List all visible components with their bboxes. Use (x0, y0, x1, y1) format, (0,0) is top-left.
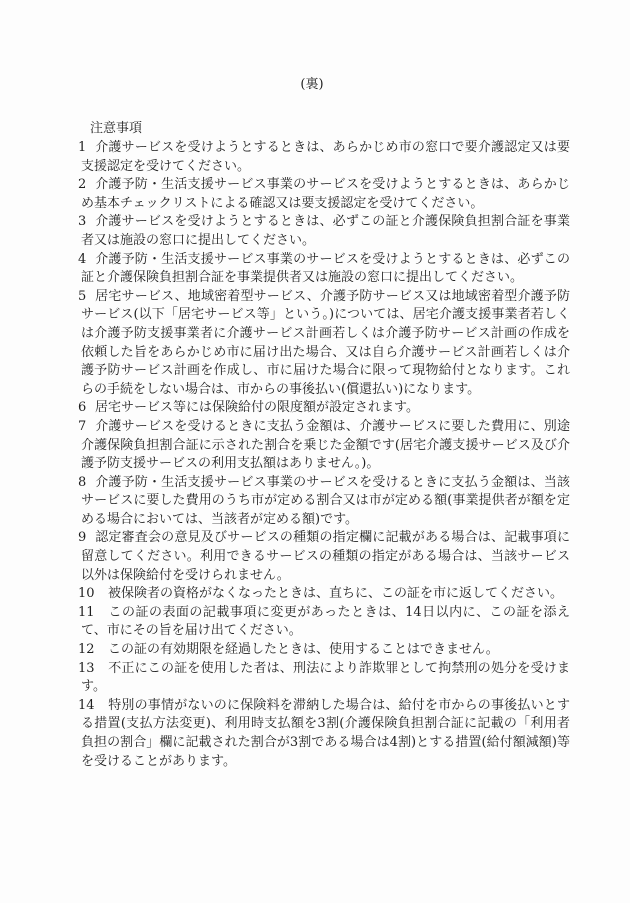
notice-item (78, 288, 570, 400)
notice-item-number: 13 (78, 660, 95, 676)
notice-list (0, 139, 570, 771)
notice-item (78, 139, 570, 176)
notice-item-number: 4 (78, 251, 87, 267)
notice-item (78, 585, 570, 604)
notice-item (78, 399, 570, 418)
notice-item-text: 被保険者の資格がなくなったときは、直ちに、この証を市に返してください。 (108, 586, 564, 602)
notice-item-number: 9 (78, 530, 87, 546)
notice-item (78, 474, 570, 530)
notice-item (78, 529, 570, 585)
notice-item-text: この証の表面の記載事項に変更があったときは、14日以内に、この証を添えて、市にその旨を届け出てください。 (81, 604, 570, 639)
notice-item-text: 不正にこの証を使用した者は、刑法により詐欺罪として拘禁刑の処分を受けます。 (81, 660, 570, 695)
notice-item (78, 251, 570, 288)
notice-heading: 注意事項 (90, 121, 143, 136)
notice-item-text: 居宅サービス等には保険給付の限度額が設定されます。 (95, 400, 419, 416)
notice-item-text: この証の有効期限を経過したときは、使用することはできません。 (108, 642, 499, 658)
notice-item (78, 660, 570, 697)
notice-item-number: 11 (78, 604, 95, 620)
notice-item-text: 特別の事情がないのに保険料を滞納した場合は、給付を市からの事後払いとする措置(支払方法変更)、利用時支払額を3割(介護保険負担割合証に記載の「利用者負担の割合」欄に記載された割合が3割である場合は4割)とする措置(給付額減額)等を受けることがあります。 (81, 697, 570, 769)
notice-item-text: 介護予防・生活支援サービス事業のサービスを受けようとするときは、あらかじめ基本チェックリストによる確認又は要支援認定を受けてください。 (81, 177, 570, 211)
notice-item-number: 5 (78, 288, 87, 304)
notice-item-text: 介護サービスを受けようとするときは、あらかじめ市の窓口で要介護認定又は要支援認定を受けてください。 (81, 140, 570, 174)
notice-item (78, 418, 570, 474)
notice-item-number: 12 (78, 642, 95, 658)
notice-item-text: 居宅サービス、地域密着型サービス、介護予防サービス又は地域密着型介護予防サービス(以下「居宅サービス等」という。)については、居宅介護支援事業者若しくは介護予防支援事業者に介護サービス計画若しくは介護予防サービス計画の作成を依頼した旨をあらかじめ市に届け出た場合、又は自ら介護サービス計画若しくは介護予防サービス計画を作成し、市に届けた場合に限って現物給付となります。これらの手続をしない場合は、市からの事後払い(償還払い)になります。 (81, 288, 570, 397)
notice-item (78, 641, 570, 660)
notice-item-text: 介護予防・生活支援サービス事業のサービスを受けようとするときは、必ずこの証と介護保険負担割合証を事業提供者又は施設の窓口に提出してください。 (81, 251, 570, 286)
notice-item-text: 認定審査会の意見及びサービスの種類の指定欄に記載がある場合は、記載事項に留意してください。利用できるサービスの種類の指定がある場合は、当該サービス以外は保険給付を受けられません。 (81, 530, 570, 583)
notice-item (78, 604, 570, 641)
notice-item-text: 介護予防・生活支援サービス事業のサービスを受けるときに支払う金額は、当該サービスに要した費用のうち市が定める割合又は市が定める額(事業提供者が額を定める場合においては、当該者が定める額)です。 (81, 474, 570, 527)
notice-item-number: 8 (78, 474, 87, 490)
notice-item-number: 2 (78, 177, 87, 193)
notice-item-number: 3 (78, 214, 87, 230)
page-side-label: (裏) (300, 77, 324, 92)
notice-item-number: 14 (78, 697, 95, 713)
notice-item (78, 697, 570, 771)
notice-item-text: 介護サービスを受けようとするときは、必ずこの証と介護保険負担割合証を事業者又は施設の窓口に提出してください。 (81, 214, 570, 248)
notice-item-number: 7 (78, 418, 87, 434)
notice-item-number: 6 (78, 400, 87, 416)
notice-item (78, 176, 570, 213)
notice-item (78, 213, 570, 250)
notice-item-text: 介護サービスを受けるときに支払う金額は、介護サービスに要した費用に、別途介護保険負担割合証に示された割合を乗じた金額です(居宅介護支援サービス及び介護予防支援サービスの利用支払額はありません。)。 (81, 418, 570, 472)
notice-item-number: 1 (78, 140, 87, 155)
notice-item-number: 10 (78, 586, 95, 602)
